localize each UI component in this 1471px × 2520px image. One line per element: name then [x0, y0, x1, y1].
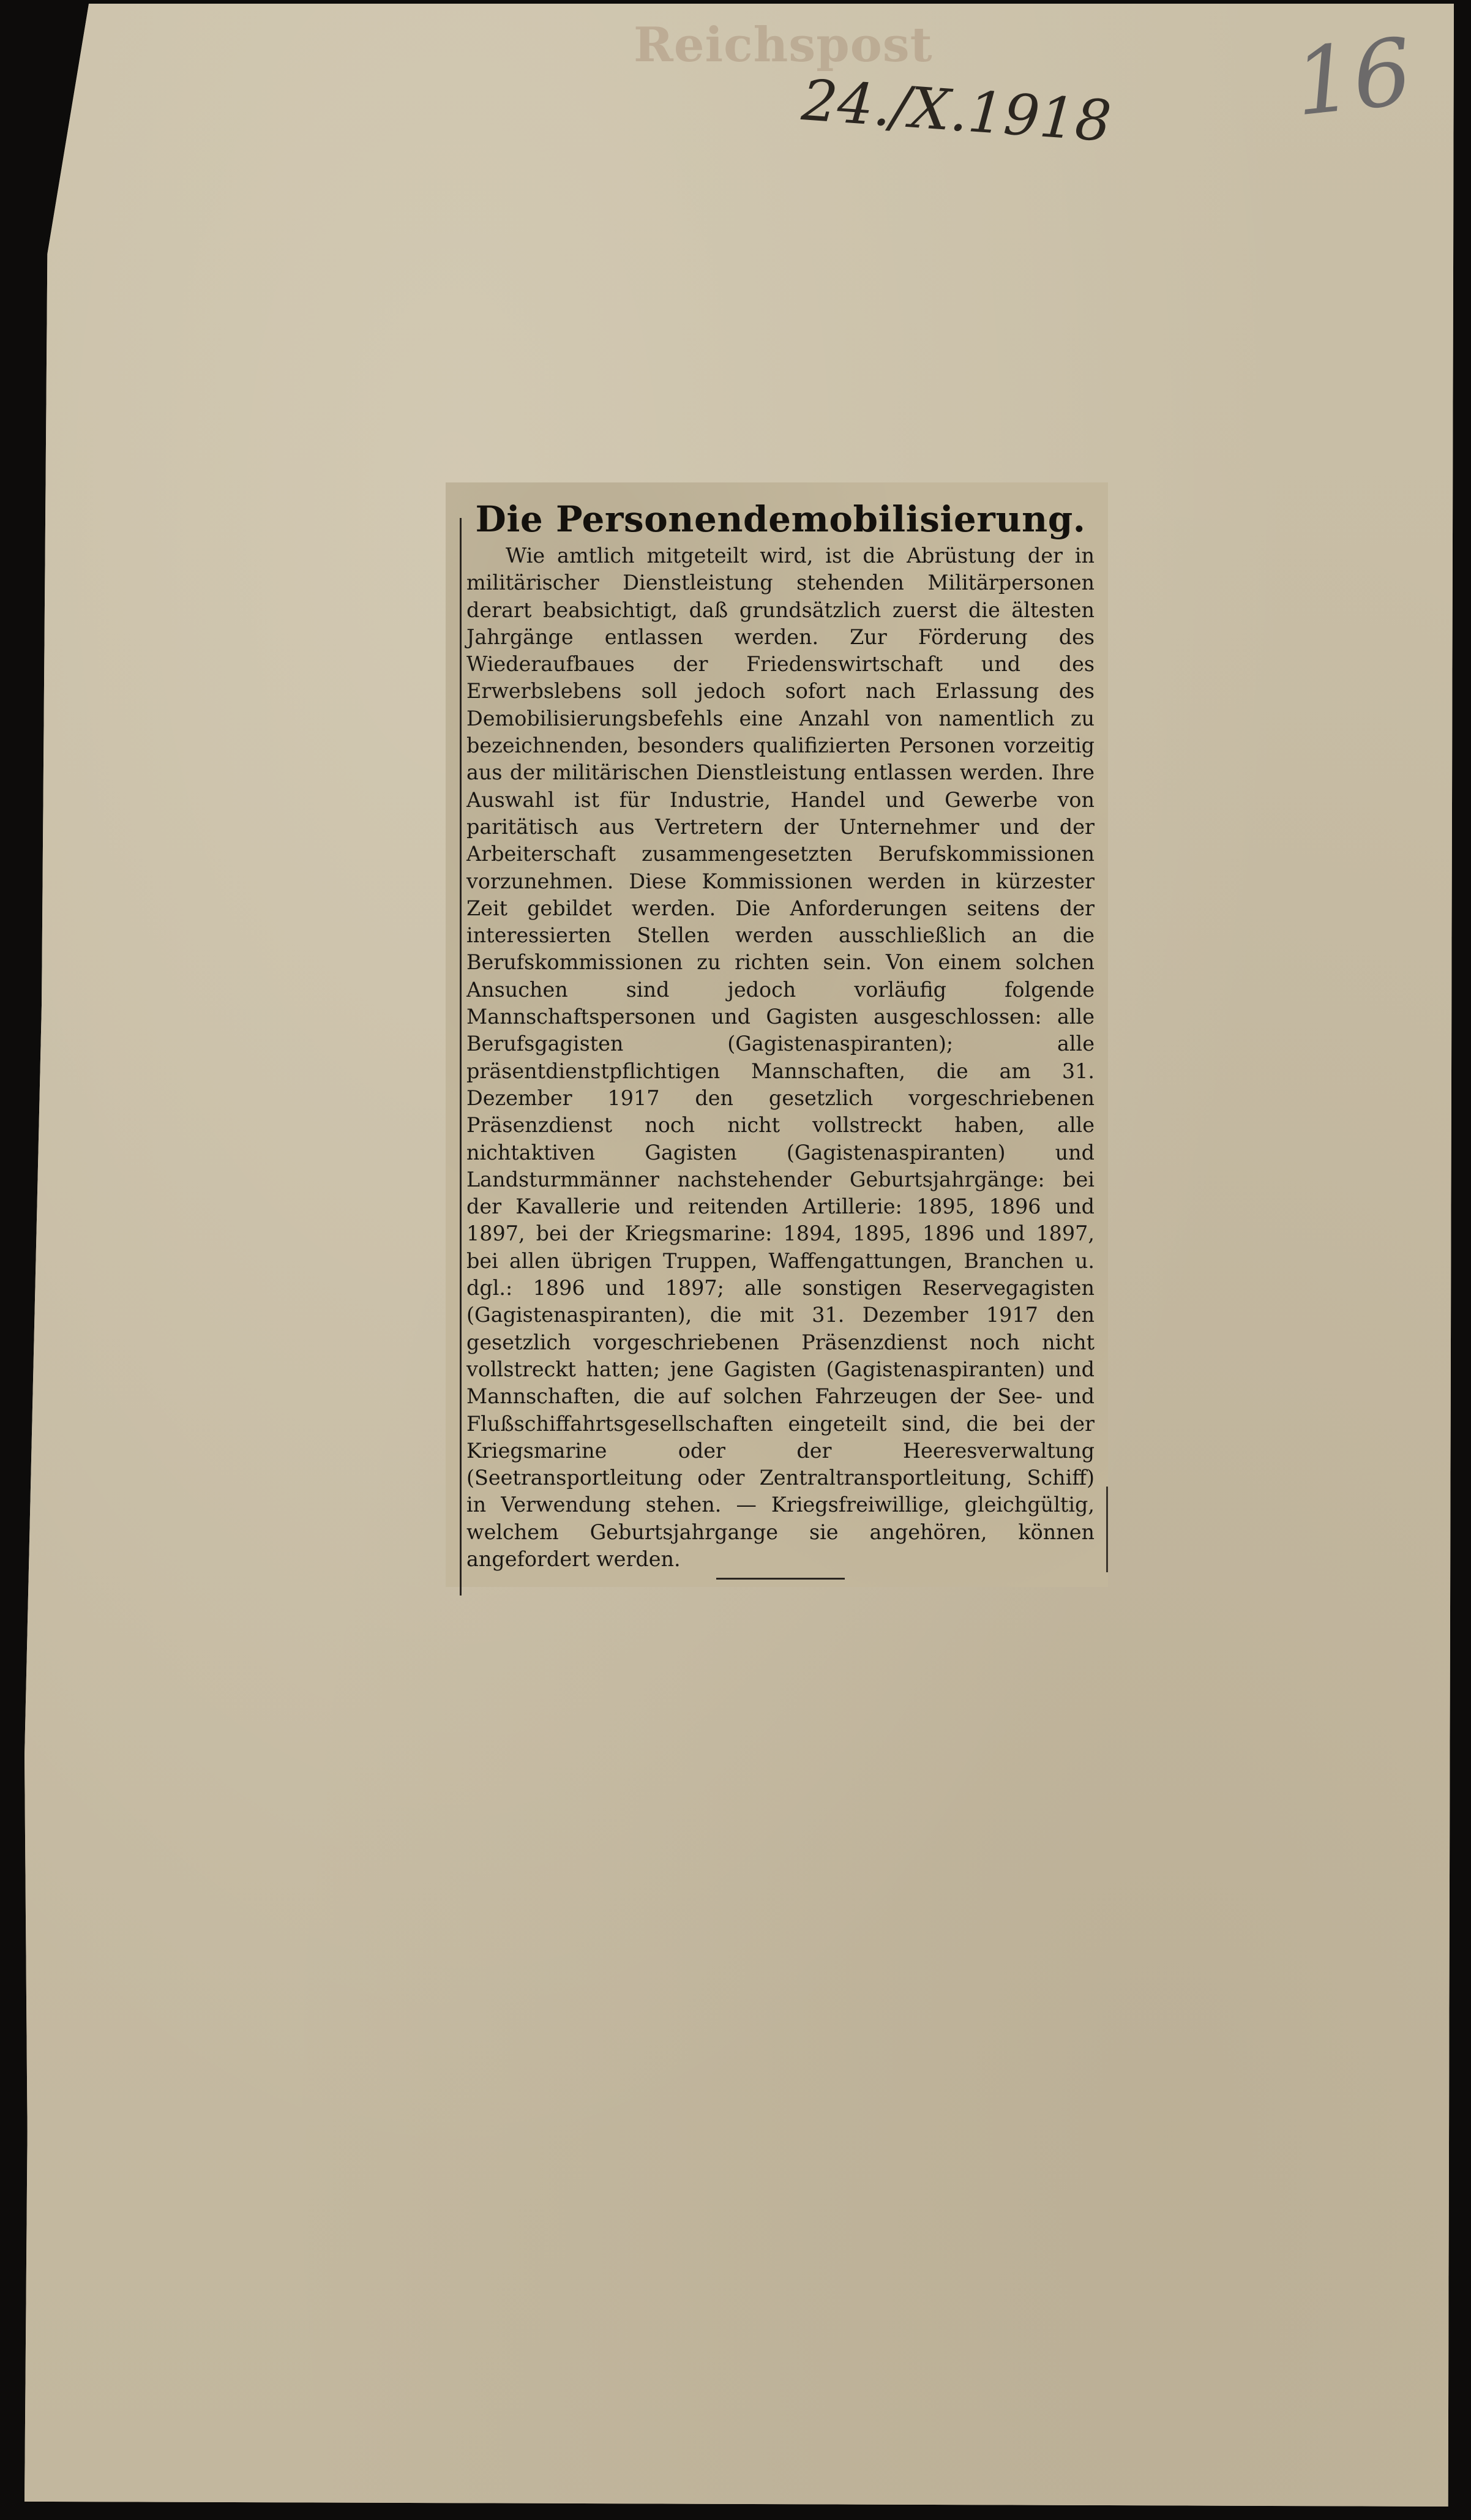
clipping-body-text: Wie amtlich mitgeteilt wird, ist die Abrüstung der in militärischer Dienstleistung stehenden Militärpersonen derart beabsichtigt, daß grundsätzlich zuerst die ältesten Jahrgänge entlassen werden. Zur Förderung des Wiederaufbaues der Friedenswirtschaft und des Erwerbslebens soll jedoch sofort nach Erlassung des Demobilisierungsbefehls eine Anzahl von namentlich zu bezeichnenden, besonders qualifizierten Personen vorzeitig aus der militärischen Dienstleistung entlassen werden. Ihre Auswahl ist für Industrie, Handel und Gewerbe von paritätisch aus Vertretern der Unternehmer und der Arbeiterschaft zusammengesetzten Berufskommissionen vorzunehmen. Diese Kommissionen werden in kürzester Zeit gebildet werden. Die Anforderungen seitens der interessierten Stellen werden ausschließlich an die Berufskommissionen zu richten sein. Von einem solchen Ansuchen sind jedoch vorläufig folgende Mannschaftspersonen und Gagisten ausgeschlossen: alle Berufsgagisten (Gagistenaspiranten); alle präsentdienstpflichtigen Mannschaften, die am 31. Dezember 1917 den gesetzlich vorgeschriebenen Präsenzdienst noch nicht vollstreckt haben, alle nichtaktiven Gagisten (Gagistenaspiranten) und Landsturmmänner nachstehender Geburtsjahrgänge: bei der Kavallerie und reitenden Artillerie: 1895, 1896 und 1897, bei der Kriegsmarine: 1894, 1895, 1896 und 1897, bei allen übrigen Truppen, Waffengattungen, Branchen u. dgl.: 1896 und 1897; alle sonstigen Reservegagisten (Gagistenaspiranten), die mit 31. Dezember 1917 den gesetzlich vorgeschriebenen Präsenzdienst noch nicht vollstreckt hatten; jene Gagisten (Gagistenaspiranten) und Mannschaften, die auf solchen Fahrzeugen der See- und Flußschiffahrtsgesellschaften eingeteilt sind, die bei der Kriegsmarine oder der Heeresverwaltung (Seetransportleitung oder Zentraltransportleitung, Schiff) in Verwendung stehen. — Kriegsfreiwillige, gleichgültig, welchem Geburtsjahrgange sie angehören, können angefordert werden. [466, 544, 1095, 1571]
end-rule [716, 1578, 845, 1580]
newspaper-clipping [446, 482, 1108, 1587]
handwritten-date: 24./X.1918 [799, 67, 1114, 155]
newspaper-stamp: Reichspost [634, 17, 933, 73]
column-rule-right [1106, 1487, 1108, 1572]
folio-number: 16 [1289, 18, 1417, 137]
column-rule-left [460, 518, 462, 1596]
clipping-headline: Die Personendemobilisierung. [475, 498, 1086, 540]
